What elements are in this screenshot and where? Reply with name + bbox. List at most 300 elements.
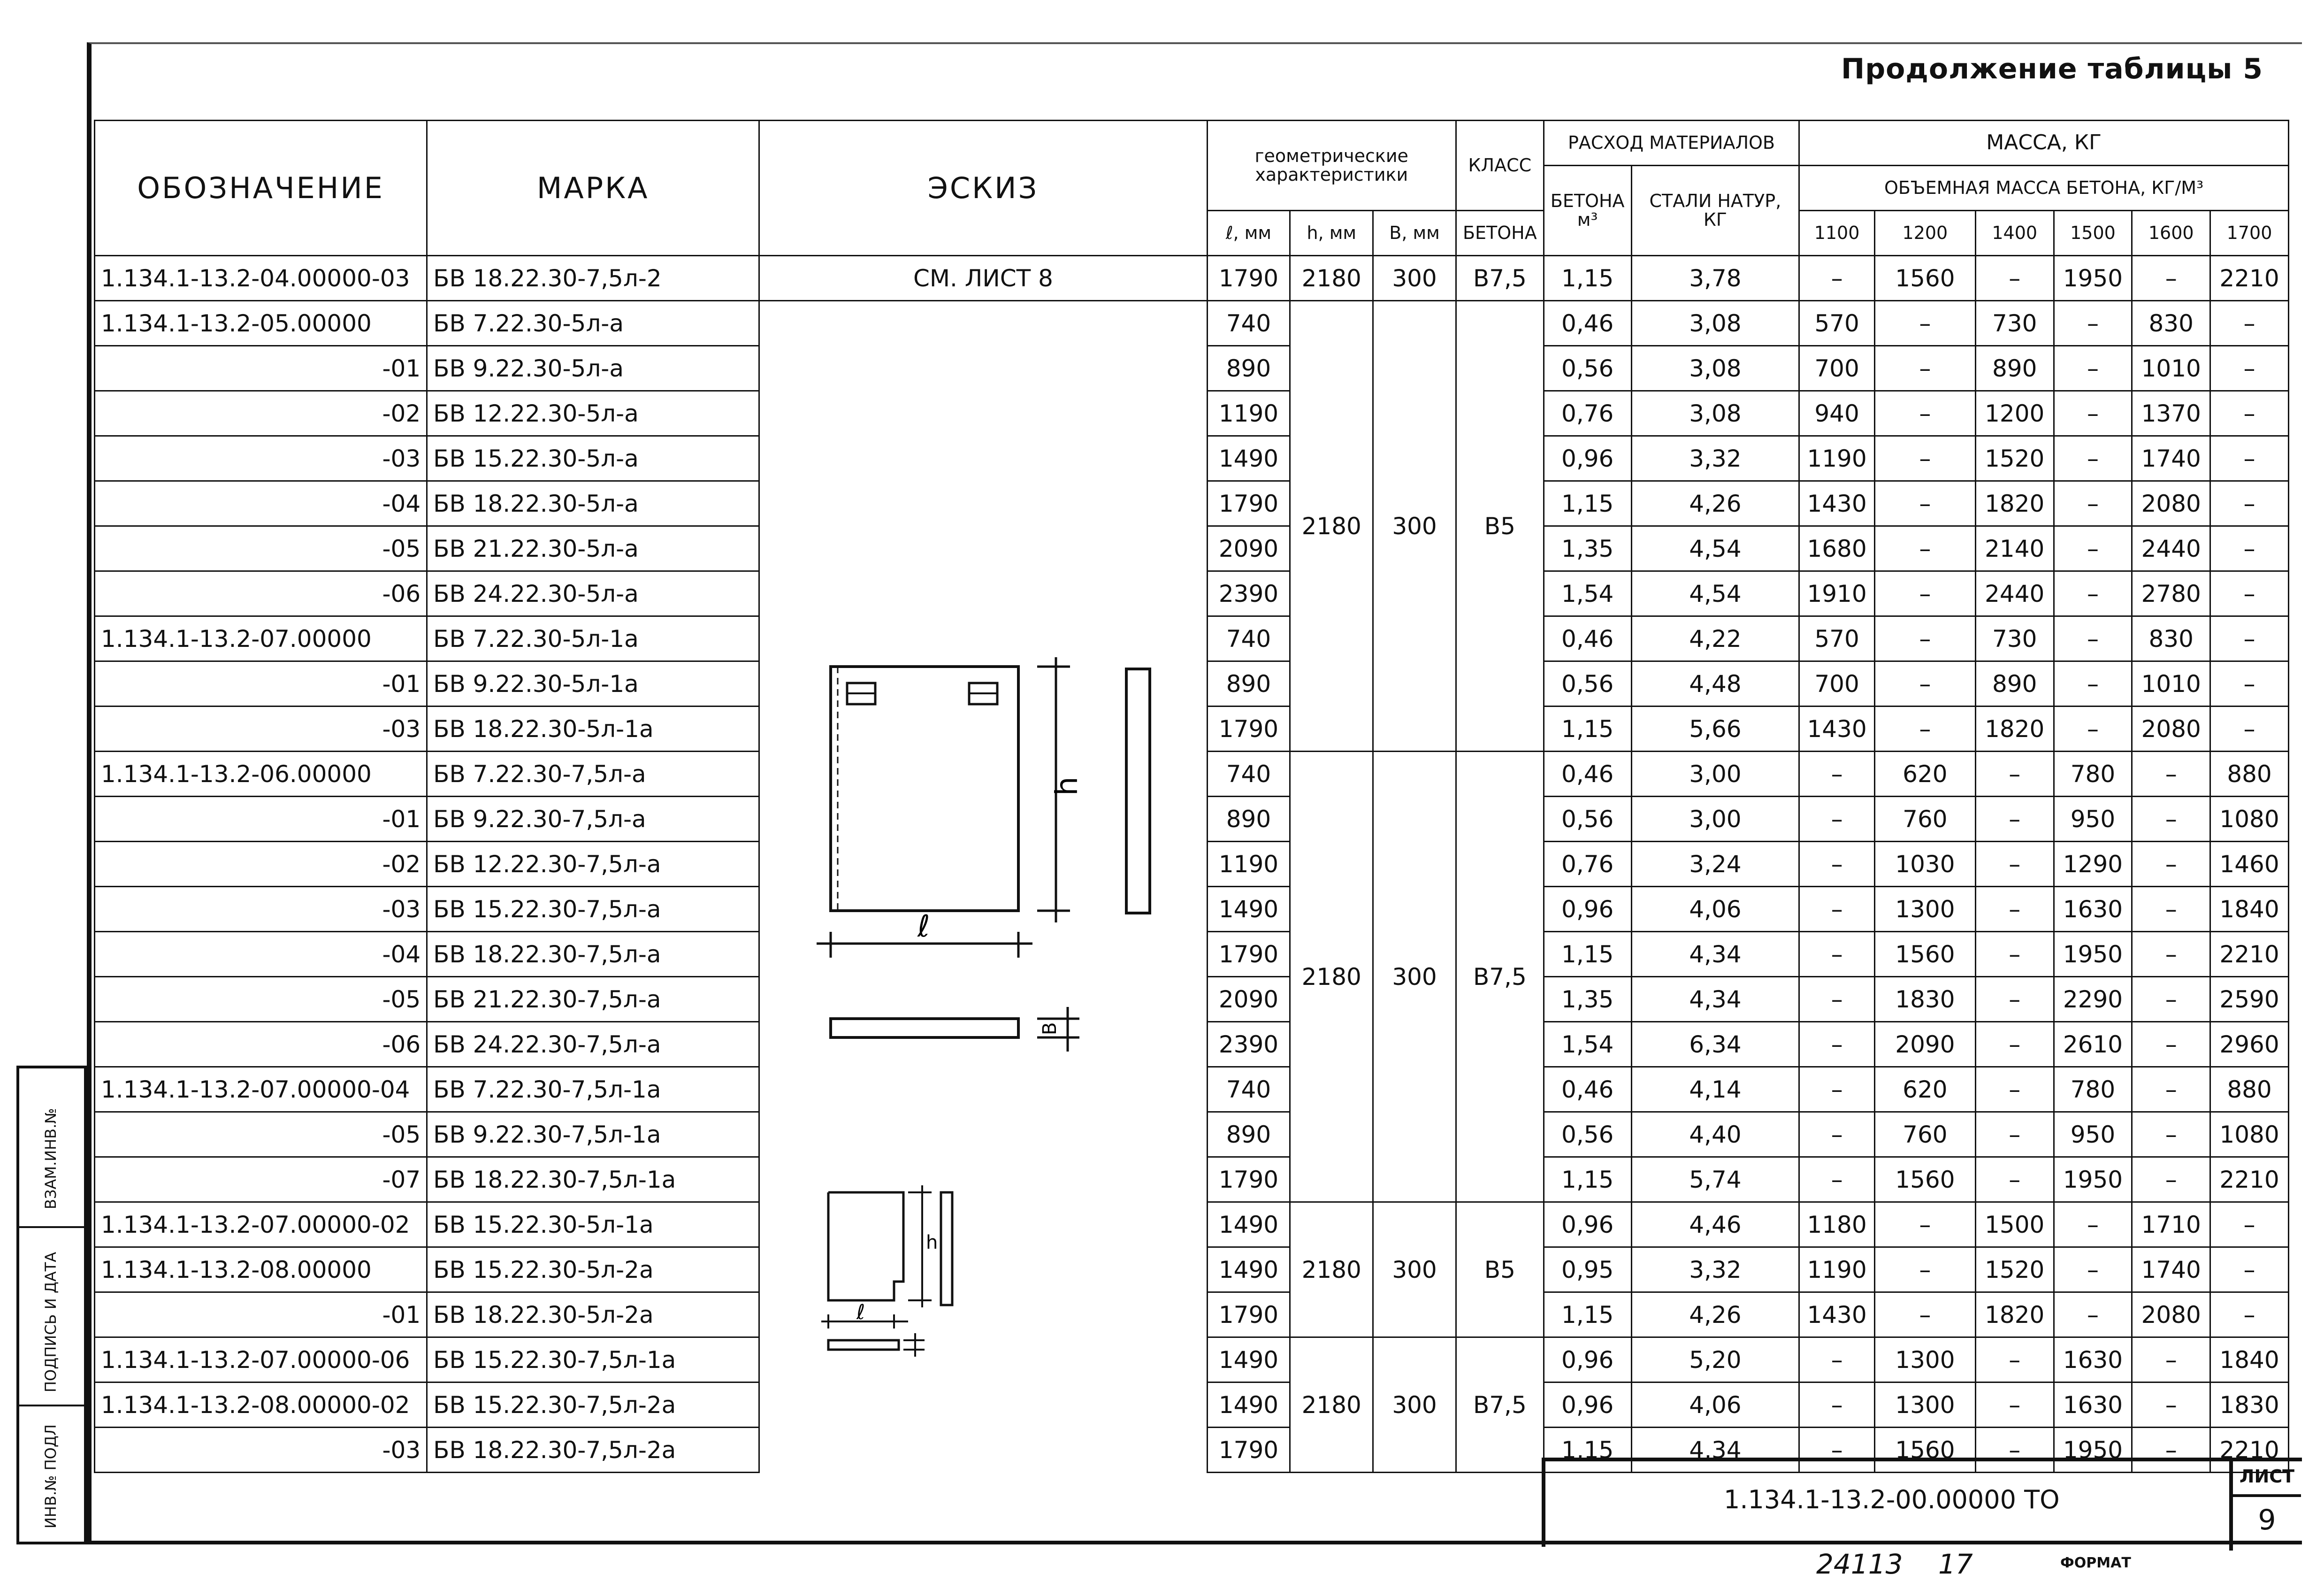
- mass-1600-cell: –: [2132, 1067, 2210, 1112]
- mass-1600-cell: –: [2132, 842, 2210, 887]
- steel-cell: 3,00: [1631, 797, 1799, 842]
- stepped-block-side-view: [941, 1192, 952, 1305]
- mass-1400-cell: –: [1975, 1337, 2054, 1382]
- mark-cell: БВ 7.22.30-7,5л-1а: [427, 1067, 759, 1112]
- mass-1700-cell: –: [2210, 346, 2289, 391]
- col-b-header: B, мм: [1373, 211, 1456, 256]
- mass-1100-cell: 570: [1799, 616, 1875, 661]
- mark-cell: БВ 9.22.30-7,5л-1а: [427, 1112, 759, 1157]
- concrete-volume-cell: 1,15: [1544, 1428, 1631, 1473]
- col-mass-header: МАССА, КГ: [1799, 121, 2289, 166]
- mass-1500-cell: –: [2054, 526, 2132, 571]
- col-1600-header: 1600: [2132, 211, 2210, 256]
- stepped-block-front-view: [828, 1192, 903, 1300]
- mass-1200-cell: –: [1874, 1202, 1975, 1247]
- length-cell: 740: [1207, 1067, 1290, 1112]
- width-cell: 300: [1373, 752, 1456, 1202]
- mass-1100-cell: –: [1799, 1382, 1875, 1428]
- mass-1400-cell: 730: [1975, 616, 2054, 661]
- mark-cell: БВ 15.22.30-7,5л-2а: [427, 1382, 759, 1428]
- mass-1200-cell: –: [1874, 616, 1975, 661]
- steel-cell: 3,08: [1631, 346, 1799, 391]
- mass-1500-cell: –: [2054, 301, 2132, 346]
- mass-1700-cell: 2210: [2210, 1428, 2289, 1473]
- mass-1200-cell: –: [1874, 661, 1975, 707]
- concrete-volume-cell: 0,46: [1544, 1067, 1631, 1112]
- mass-1400-cell: 1200: [1975, 391, 2054, 436]
- height-label: h: [1050, 776, 1085, 796]
- steel-cell: 4,48: [1631, 661, 1799, 707]
- signature-date-label: ПОДПИСЬ И ДАТА: [42, 1252, 60, 1392]
- designation-cell: -01: [95, 797, 427, 842]
- mass-1100-cell: 700: [1799, 661, 1875, 707]
- stepped-width-dimension: [903, 1333, 925, 1357]
- mass-1400-cell: 1820: [1975, 707, 2054, 752]
- mass-1200-cell: 1030: [1874, 842, 1975, 887]
- mass-1200-cell: –: [1874, 301, 1975, 346]
- mass-1400-cell: –: [1975, 977, 2054, 1022]
- steel-cell: 5,20: [1631, 1337, 1799, 1382]
- mass-1600-cell: 1370: [2132, 391, 2210, 436]
- handwritten-page-number: 17: [1938, 1548, 1973, 1580]
- designation-cell: -05: [95, 1112, 427, 1157]
- designation-cell: 1.134.1-13.2-07.00000: [95, 616, 427, 661]
- length-cell: 740: [1207, 752, 1290, 797]
- mass-1500-cell: –: [2054, 1202, 2132, 1247]
- height-cell: 2180: [1290, 1337, 1373, 1473]
- mass-1100-cell: 570: [1799, 301, 1875, 346]
- concrete-volume-cell: 1,15: [1544, 1157, 1631, 1202]
- steel-cell: 4,54: [1631, 526, 1799, 571]
- designation-cell: -02: [95, 842, 427, 887]
- mass-1700-cell: –: [2210, 1202, 2289, 1247]
- mass-1700-cell: 1830: [2210, 1382, 2289, 1428]
- mass-1400-cell: 1520: [1975, 1247, 2054, 1292]
- mass-1100-cell: –: [1799, 887, 1875, 932]
- mark-cell: БВ 24.22.30-7,5л-а: [427, 1022, 759, 1067]
- mass-1700-cell: –: [2210, 616, 2289, 661]
- designation-cell: -03: [95, 707, 427, 752]
- concrete-class-cell: В5: [1456, 301, 1544, 752]
- designation-cell: -07: [95, 1157, 427, 1202]
- width-cell: 300: [1373, 1202, 1456, 1337]
- concrete-volume-cell: 0,76: [1544, 391, 1631, 436]
- designation-cell: 1.134.1-13.2-07.00000-06: [95, 1337, 427, 1382]
- col-designation-header: ОБОЗНАЧЕНИЕ: [95, 121, 427, 256]
- designation-cell: 1.134.1-13.2-08.00000: [95, 1247, 427, 1292]
- steel-cell: 4,54: [1631, 571, 1799, 616]
- col-1700-header: 1700: [2210, 211, 2289, 256]
- col-concrete-header: БЕТОНА м³: [1544, 166, 1631, 256]
- specification-table: [94, 120, 2289, 1473]
- height-cell: 2180: [1290, 752, 1373, 1202]
- mark-cell: БВ 18.22.30-7,5л-а: [427, 932, 759, 977]
- table-body: [95, 256, 2289, 1473]
- steel-cell: 4,26: [1631, 481, 1799, 526]
- mass-1100-cell: 1180: [1799, 1202, 1875, 1247]
- concrete-volume-cell: 0,56: [1544, 1112, 1631, 1157]
- mass-1400-cell: –: [1975, 1112, 2054, 1157]
- mass-1200-cell: 760: [1874, 797, 1975, 842]
- mass-1500-cell: 1630: [2054, 1337, 2132, 1382]
- concrete-volume-cell: 1,35: [1544, 977, 1631, 1022]
- mass-1600-cell: –: [2132, 1157, 2210, 1202]
- mass-1500-cell: –: [2054, 616, 2132, 661]
- length-cell: 1490: [1207, 1337, 1290, 1382]
- mark-cell: БВ 7.22.30-5л-а: [427, 301, 759, 346]
- mass-1100-cell: 1680: [1799, 526, 1875, 571]
- mass-1100-cell: 1430: [1799, 1292, 1875, 1337]
- length-cell: 2390: [1207, 1022, 1290, 1067]
- height-cell: 2180: [1290, 1202, 1373, 1337]
- mass-1700-cell: 1460: [2210, 842, 2289, 887]
- mass-1700-cell: –: [2210, 436, 2289, 481]
- mass-1500-cell: 780: [2054, 1067, 2132, 1112]
- length-cell: 2090: [1207, 977, 1290, 1022]
- designation-cell: -04: [95, 932, 427, 977]
- mass-1700-cell: –: [2210, 1292, 2289, 1337]
- mass-1400-cell: –: [1975, 256, 2054, 301]
- steel-cell: 4,34: [1631, 932, 1799, 977]
- mass-1200-cell: –: [1874, 571, 1975, 616]
- length-cell: 1490: [1207, 1202, 1290, 1247]
- mark-cell: БВ 18.22.30-5л-1а: [427, 707, 759, 752]
- width-label: В: [1039, 1022, 1061, 1035]
- length-cell: 1490: [1207, 887, 1290, 932]
- mass-1600-cell: –: [2132, 1112, 2210, 1157]
- designation-cell: 1.134.1-13.2-07.00000-04: [95, 1067, 427, 1112]
- designation-cell: 1.134.1-13.2-04.00000-03: [95, 256, 427, 301]
- concrete-volume-cell: 0,95: [1544, 1247, 1631, 1292]
- table-continuation-title: Продолжение таблицы 5: [1841, 53, 2263, 85]
- mass-1200-cell: –: [1874, 1292, 1975, 1337]
- col-geometry-header: геометрические характеристики: [1207, 121, 1456, 211]
- mass-1100-cell: –: [1799, 1428, 1875, 1473]
- mass-1100-cell: 1190: [1799, 1247, 1875, 1292]
- designation-cell: -05: [95, 526, 427, 571]
- block-sketch-small: [819, 1183, 969, 1361]
- length-cell: 1790: [1207, 1292, 1290, 1337]
- concrete-class-cell: В7,5: [1456, 1337, 1544, 1473]
- mass-1100-cell: –: [1799, 1022, 1875, 1067]
- mark-cell: БВ 15.22.30-7,5л-а: [427, 887, 759, 932]
- length-cell: 740: [1207, 616, 1290, 661]
- mass-1600-cell: –: [2132, 1382, 2210, 1428]
- mass-1500-cell: 2290: [2054, 977, 2132, 1022]
- mark-cell: БВ 24.22.30-5л-а: [427, 571, 759, 616]
- mass-1500-cell: –: [2054, 661, 2132, 707]
- col-1100-header: 1100: [1799, 211, 1875, 256]
- mass-1700-cell: –: [2210, 707, 2289, 752]
- mass-1400-cell: –: [1975, 1022, 2054, 1067]
- mass-1700-cell: –: [2210, 526, 2289, 571]
- col-class-header-bottom: БЕТОНА: [1456, 211, 1544, 256]
- length-cell: 1790: [1207, 932, 1290, 977]
- concrete-class-cell: В7,5: [1456, 256, 1544, 301]
- concrete-volume-cell: 0,96: [1544, 887, 1631, 932]
- mark-cell: БВ 7.22.30-5л-1а: [427, 616, 759, 661]
- concrete-volume-cell: 1,54: [1544, 1022, 1631, 1067]
- concrete-volume-cell: 0,56: [1544, 797, 1631, 842]
- mass-1500-cell: 1950: [2054, 1428, 2132, 1473]
- concrete-volume-cell: 0,96: [1544, 1337, 1631, 1382]
- block-plan-view: [831, 1019, 1018, 1037]
- mass-1500-cell: 950: [2054, 1112, 2132, 1157]
- width-cell: 300: [1373, 1337, 1456, 1473]
- mass-1100-cell: –: [1799, 977, 1875, 1022]
- length-label: ℓ: [917, 909, 930, 944]
- mass-1100-cell: 700: [1799, 346, 1875, 391]
- steel-cell: 4,06: [1631, 887, 1799, 932]
- col-materials-header: РАСХОД МАТЕРИАЛОВ: [1544, 121, 1799, 166]
- concrete-volume-cell: 1,54: [1544, 571, 1631, 616]
- mark-cell: БВ 15.22.30-5л-а: [427, 436, 759, 481]
- mass-1600-cell: 1740: [2132, 1247, 2210, 1292]
- original-inventory-label: ИНВ.№ ПОДЛ: [42, 1424, 60, 1528]
- table-row: [95, 301, 2289, 346]
- col-1500-header: 1500: [2054, 211, 2132, 256]
- format-label: ФОРМАТ: [2060, 1555, 2131, 1571]
- concrete-volume-cell: 0,46: [1544, 301, 1631, 346]
- length-cell: 1490: [1207, 436, 1290, 481]
- steel-cell: 3,08: [1631, 391, 1799, 436]
- col-1200-header: 1200: [1874, 211, 1975, 256]
- mass-1600-cell: –: [2132, 752, 2210, 797]
- length-cell: 890: [1207, 1112, 1290, 1157]
- steel-cell: 4,14: [1631, 1067, 1799, 1112]
- concrete-volume-cell: 1,15: [1544, 707, 1631, 752]
- stepped-height-label: h: [926, 1232, 938, 1253]
- mass-1200-cell: –: [1874, 526, 1975, 571]
- concrete-volume-cell: 0,56: [1544, 661, 1631, 707]
- title-block-stamp: [1542, 1458, 2302, 1547]
- concrete-volume-cell: 1,15: [1544, 256, 1631, 301]
- swap-inventory-cell: [19, 1068, 84, 1228]
- mass-1700-cell: –: [2210, 661, 2289, 707]
- designation-cell: -04: [95, 481, 427, 526]
- concrete-volume-cell: 0,46: [1544, 752, 1631, 797]
- steel-cell: 4,22: [1631, 616, 1799, 661]
- mark-cell: БВ 18.22.30-5л-2а: [427, 1292, 759, 1337]
- mass-1100-cell: –: [1799, 1112, 1875, 1157]
- col-1400-header: 1400: [1975, 211, 2054, 256]
- mass-1200-cell: 1830: [1874, 977, 1975, 1022]
- mass-1700-cell: 1080: [2210, 1112, 2289, 1157]
- length-cell: 1190: [1207, 391, 1290, 436]
- col-density-header: ОБЪЕМНАЯ МАССА БЕТОНА, КГ/М³: [1799, 166, 2289, 211]
- mass-1200-cell: –: [1874, 1247, 1975, 1292]
- mass-1600-cell: –: [2132, 1337, 2210, 1382]
- mass-1700-cell: 2590: [2210, 977, 2289, 1022]
- mass-1100-cell: –: [1799, 932, 1875, 977]
- designation-cell: -01: [95, 1292, 427, 1337]
- mass-1700-cell: 2210: [2210, 1157, 2289, 1202]
- original-inventory-cell: [19, 1406, 84, 1542]
- mark-cell: БВ 18.22.30-7,5л-2а: [427, 1428, 759, 1473]
- concrete-volume-cell: 1,35: [1544, 526, 1631, 571]
- mass-1600-cell: 1740: [2132, 436, 2210, 481]
- designation-cell: 1.134.1-13.2-08.00000-02: [95, 1382, 427, 1428]
- width-cell: 300: [1373, 301, 1456, 752]
- table-row: [95, 256, 2289, 301]
- mass-1700-cell: 1080: [2210, 797, 2289, 842]
- mass-1500-cell: –: [2054, 571, 2132, 616]
- concrete-volume-cell: 0,96: [1544, 1382, 1631, 1428]
- mass-1400-cell: 1500: [1975, 1202, 2054, 1247]
- steel-cell: 4,06: [1631, 1382, 1799, 1428]
- height-cell: 2180: [1290, 256, 1373, 301]
- mark-cell: БВ 12.22.30-5л-а: [427, 391, 759, 436]
- mark-cell: БВ 9.22.30-5л-1а: [427, 661, 759, 707]
- mass-1100-cell: –: [1799, 256, 1875, 301]
- mark-cell: БВ 21.22.30-7,5л-а: [427, 977, 759, 1022]
- mass-1600-cell: 2780: [2132, 571, 2210, 616]
- steel-cell: 4,26: [1631, 1292, 1799, 1337]
- concrete-volume-cell: 1,15: [1544, 481, 1631, 526]
- steel-cell: 3,08: [1631, 301, 1799, 346]
- mass-1100-cell: –: [1799, 1157, 1875, 1202]
- mass-1200-cell: 620: [1874, 752, 1975, 797]
- mass-1400-cell: –: [1975, 752, 2054, 797]
- mass-1400-cell: –: [1975, 797, 2054, 842]
- height-cell: 2180: [1290, 301, 1373, 752]
- mass-1200-cell: 1560: [1874, 932, 1975, 977]
- stepped-block-plan-view: [828, 1340, 899, 1350]
- mass-1500-cell: 780: [2054, 752, 2132, 797]
- signature-date-cell: [19, 1228, 84, 1406]
- mass-1400-cell: –: [1975, 1067, 2054, 1112]
- mass-1500-cell: –: [2054, 346, 2132, 391]
- mass-1400-cell: 2440: [1975, 571, 2054, 616]
- width-cell: 300: [1373, 256, 1456, 301]
- designation-cell: -03: [95, 436, 427, 481]
- mass-1200-cell: 1300: [1874, 1382, 1975, 1428]
- designation-cell: -01: [95, 346, 427, 391]
- mass-1600-cell: 830: [2132, 301, 2210, 346]
- mass-1600-cell: 2440: [2132, 526, 2210, 571]
- mass-1700-cell: –: [2210, 1247, 2289, 1292]
- mass-1700-cell: –: [2210, 571, 2289, 616]
- mass-1500-cell: 1290: [2054, 842, 2132, 887]
- mark-cell: БВ 9.22.30-5л-а: [427, 346, 759, 391]
- length-cell: 2390: [1207, 571, 1290, 616]
- steel-cell: 5,74: [1631, 1157, 1799, 1202]
- steel-cell: 3,78: [1631, 256, 1799, 301]
- mass-1200-cell: –: [1874, 481, 1975, 526]
- length-cell: 1790: [1207, 1157, 1290, 1202]
- mass-1400-cell: 890: [1975, 661, 2054, 707]
- mass-1400-cell: –: [1975, 932, 2054, 977]
- concrete-volume-cell: 0,96: [1544, 1202, 1631, 1247]
- concrete-volume-cell: 0,56: [1544, 346, 1631, 391]
- sheet-number: 9: [2233, 1494, 2301, 1536]
- mass-1400-cell: 1520: [1975, 436, 2054, 481]
- mass-1500-cell: 1630: [2054, 1382, 2132, 1428]
- block-front-view: [831, 667, 1018, 911]
- concrete-volume-cell: 1,15: [1544, 932, 1631, 977]
- mass-1100-cell: –: [1799, 1337, 1875, 1382]
- mass-1100-cell: –: [1799, 1067, 1875, 1112]
- concrete-volume-cell: 0,96: [1544, 436, 1631, 481]
- col-h-header: h, мм: [1290, 211, 1373, 256]
- mass-1600-cell: –: [2132, 932, 2210, 977]
- col-class-header-top: КЛАСС: [1456, 121, 1544, 211]
- handwritten-archive-number: 24113: [1816, 1548, 1903, 1580]
- mass-1500-cell: –: [2054, 707, 2132, 752]
- designation-cell: -03: [95, 887, 427, 932]
- mark-cell: БВ 15.22.30-5л-2а: [427, 1247, 759, 1292]
- mass-1400-cell: –: [1975, 1428, 2054, 1473]
- mass-1200-cell: –: [1874, 391, 1975, 436]
- mark-cell: БВ 21.22.30-5л-а: [427, 526, 759, 571]
- block-side-view: [1126, 669, 1150, 913]
- mass-1200-cell: 620: [1874, 1067, 1975, 1112]
- mass-1600-cell: 2080: [2132, 481, 2210, 526]
- mass-1700-cell: 2210: [2210, 932, 2289, 977]
- designation-cell: 1.134.1-13.2-06.00000: [95, 752, 427, 797]
- mass-1700-cell: 2210: [2210, 256, 2289, 301]
- steel-cell: 5,66: [1631, 707, 1799, 752]
- steel-cell: 3,00: [1631, 752, 1799, 797]
- steel-cell: 4,34: [1631, 977, 1799, 1022]
- mark-cell: БВ 9.22.30-7,5л-а: [427, 797, 759, 842]
- steel-cell: 3,32: [1631, 1247, 1799, 1292]
- mark-cell: БВ 18.22.30-7,5л-1а: [427, 1157, 759, 1202]
- mass-1700-cell: 880: [2210, 752, 2289, 797]
- mass-1500-cell: 1950: [2054, 256, 2132, 301]
- sheet-box: [2229, 1461, 2302, 1551]
- swap-inventory-label: ВЗАМ.ИНВ.№: [42, 1108, 60, 1209]
- steel-cell: 4,40: [1631, 1112, 1799, 1157]
- mass-1200-cell: 1560: [1874, 256, 1975, 301]
- mark-cell: БВ 12.22.30-7,5л-а: [427, 842, 759, 887]
- mass-1600-cell: –: [2132, 887, 2210, 932]
- length-cell: 890: [1207, 346, 1290, 391]
- mass-1400-cell: 890: [1975, 346, 2054, 391]
- steel-cell: 4,46: [1631, 1202, 1799, 1247]
- mass-1500-cell: 2610: [2054, 1022, 2132, 1067]
- mass-1600-cell: 1010: [2132, 661, 2210, 707]
- col-sketch-header: ЭСКИЗ: [759, 121, 1207, 256]
- mass-1500-cell: 1630: [2054, 887, 2132, 932]
- concrete-volume-cell: 0,76: [1544, 842, 1631, 887]
- mark-cell: БВ 15.22.30-5л-1а: [427, 1202, 759, 1247]
- steel-cell: 3,32: [1631, 436, 1799, 481]
- mass-1500-cell: –: [2054, 1292, 2132, 1337]
- block-sketch-large: [817, 653, 1183, 1066]
- concrete-volume-cell: 1,15: [1544, 1292, 1631, 1337]
- mass-1700-cell: –: [2210, 301, 2289, 346]
- mark-cell: БВ 18.22.30-5л-а: [427, 481, 759, 526]
- mark-cell: БВ 15.22.30-7,5л-1а: [427, 1337, 759, 1382]
- steel-cell: 6,34: [1631, 1022, 1799, 1067]
- mass-1500-cell: 1950: [2054, 932, 2132, 977]
- designation-cell: -06: [95, 571, 427, 616]
- mass-1400-cell: 730: [1975, 301, 2054, 346]
- mass-1600-cell: –: [2132, 977, 2210, 1022]
- mass-1100-cell: 1910: [1799, 571, 1875, 616]
- mass-1400-cell: –: [1975, 887, 2054, 932]
- mark-cell: БВ 18.22.30-7,5л-2: [427, 256, 759, 301]
- col-l-header: ℓ, мм: [1207, 211, 1290, 256]
- designation-cell: 1.134.1-13.2-07.00000-02: [95, 1202, 427, 1247]
- mass-1400-cell: 2140: [1975, 526, 2054, 571]
- concrete-class-cell: В5: [1456, 1202, 1544, 1337]
- length-cell: 2090: [1207, 526, 1290, 571]
- mass-1700-cell: 1840: [2210, 1337, 2289, 1382]
- col-steel-header: СТАЛИ НАТУР, КГ: [1631, 166, 1799, 256]
- approval-sidebar: [16, 1066, 87, 1544]
